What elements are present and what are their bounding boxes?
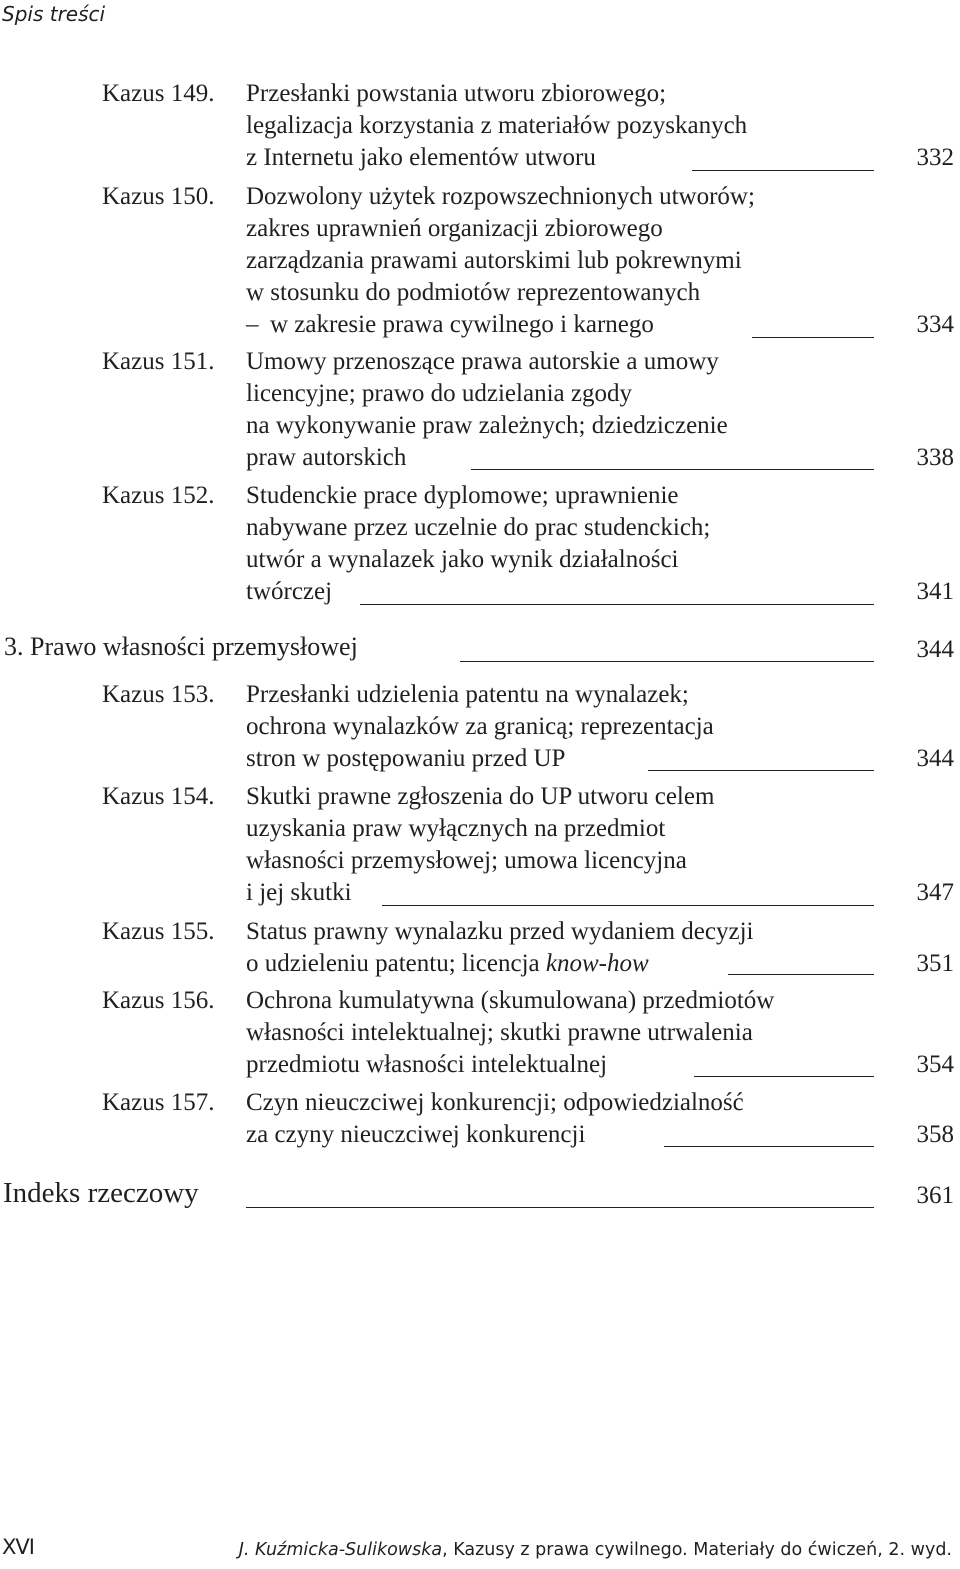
dot-leader [246,1207,874,1208]
dot-leader [471,469,874,470]
entry-label: Kazus 151. [102,348,215,375]
page-number: 354 [916,1051,954,1078]
entry-title-line: stron w postępowaniu przed UP [246,745,566,772]
page-number: 344 [916,745,954,772]
entry-title-line: Status prawny wynalazku przed wydaniem decyzji [246,918,754,945]
entry-title-line: Przesłanki powstania utworu zbiorowego; [246,80,667,107]
dash: – [246,311,259,338]
page-number: 332 [916,144,954,171]
entry-label: Kazus 149. [102,80,215,107]
entry-title-line: zarządzania prawami autorskimi lub pokrewnymi [246,247,742,274]
entry-title-line: własności przemysłowej; umowa licencyjna [246,847,687,874]
dot-leader [692,170,874,171]
entry-label: Kazus 154. [102,783,215,810]
italic-term: know-how [545,950,649,977]
index-title: Indeks rzeczowy [3,1177,199,1209]
dot-leader [694,1076,874,1077]
footer-author: J. Kuźmicka-Sulikowska [238,1540,443,1560]
dot-leader [360,604,874,605]
dot-leader [752,337,874,338]
entry-label: Kazus 157. [102,1089,215,1116]
entry-title-line: w stosunku do podmiotów reprezentowanych [246,279,701,306]
dot-leader [728,974,874,975]
page-number: 334 [916,311,954,338]
entry-title-line: Czyn nieuczciwej konkurencji; odpowiedzialność [246,1089,744,1116]
entry-title-line: Ochrona kumulatywna (skumulowana) przedmiotów [246,987,775,1014]
footer-book-title: , Kazusy z prawa cywilnego. Materiały do ćwiczeń, 2. wyd. [442,1540,952,1560]
page-number: 361 [916,1182,954,1209]
page-number: 338 [916,444,954,471]
entry-title-line: Przesłanki udzielenia patentu na wynalazek; [246,681,689,708]
page-number: 347 [916,879,954,906]
page-number: 344 [916,636,954,663]
entry-title-text: o udzieleniu patentu; licencja [246,950,540,977]
entry-label: Kazus 152. [102,482,215,509]
page-number: 341 [916,578,954,605]
entry-title-line: Studenckie prace dyplomowe; uprawnienie [246,482,679,509]
entry-title-line: licencyjne; prawo do udzielania zgody [246,380,632,407]
entry-title-line: zakres uprawnień organizacji zbiorowego [246,215,663,242]
entry-title-line: twórczej [246,578,333,605]
dot-leader [460,661,874,662]
entry-label: Kazus 155. [102,918,215,945]
section-title: 3. Prawo własności przemysłowej [4,632,358,661]
entry-title-line: przedmiotu własności intelektualnej [246,1051,608,1078]
entry-title-line: i jej skutki [246,879,352,906]
entry-label: Kazus 150. [102,183,215,210]
entry-label: Kazus 153. [102,681,215,708]
entry-title-line: za czyny nieuczciwej konkurencji [246,1121,586,1148]
entry-title-line: legalizacja korzystania z materiałów pozyskanych [246,112,748,139]
entry-title-line: Umowy przenoszące prawa autorskie a umowy [246,348,719,375]
entry-title-line: Dozwolony użytek rozpowszechnionych utworów; [246,183,755,210]
page-number: 358 [916,1121,954,1148]
entry-title-line: z Internetu jako elementów utworu [246,144,596,171]
entry-title-line: Skutki prawne zgłoszenia do UP utworu celem [246,783,715,810]
entry-title-line: utwór a wynalazek jako wynik działalności [246,546,679,573]
entry-label: Kazus 156. [102,987,215,1014]
entry-title-line: praw autorskich [246,444,407,471]
dot-leader [664,1146,874,1147]
entry-title-line: nabywane przez uczelnie do prac studenckich; [246,514,711,541]
dot-leader [648,770,874,771]
page-number-roman: XVI [2,1535,34,1559]
page-number: 351 [916,950,954,977]
dot-leader [382,905,874,906]
entry-title-line [246,948,649,981]
running-head: Spis treści [2,2,106,26]
entry-title-line: własności intelektualnej; skutki prawne utrwalenia [246,1019,753,1046]
entry-title-line: w zakresie prawa cywilnego i karnego [270,311,654,338]
entry-title-line: na wykonywanie praw zależnych; dziedziczenie [246,412,728,439]
entry-title-line: ochrona wynalazków za granicą; reprezentacja [246,713,714,740]
entry-title-line: uzyskania praw wyłącznych na przedmiot [246,815,666,842]
footer-citation [239,1540,952,1560]
